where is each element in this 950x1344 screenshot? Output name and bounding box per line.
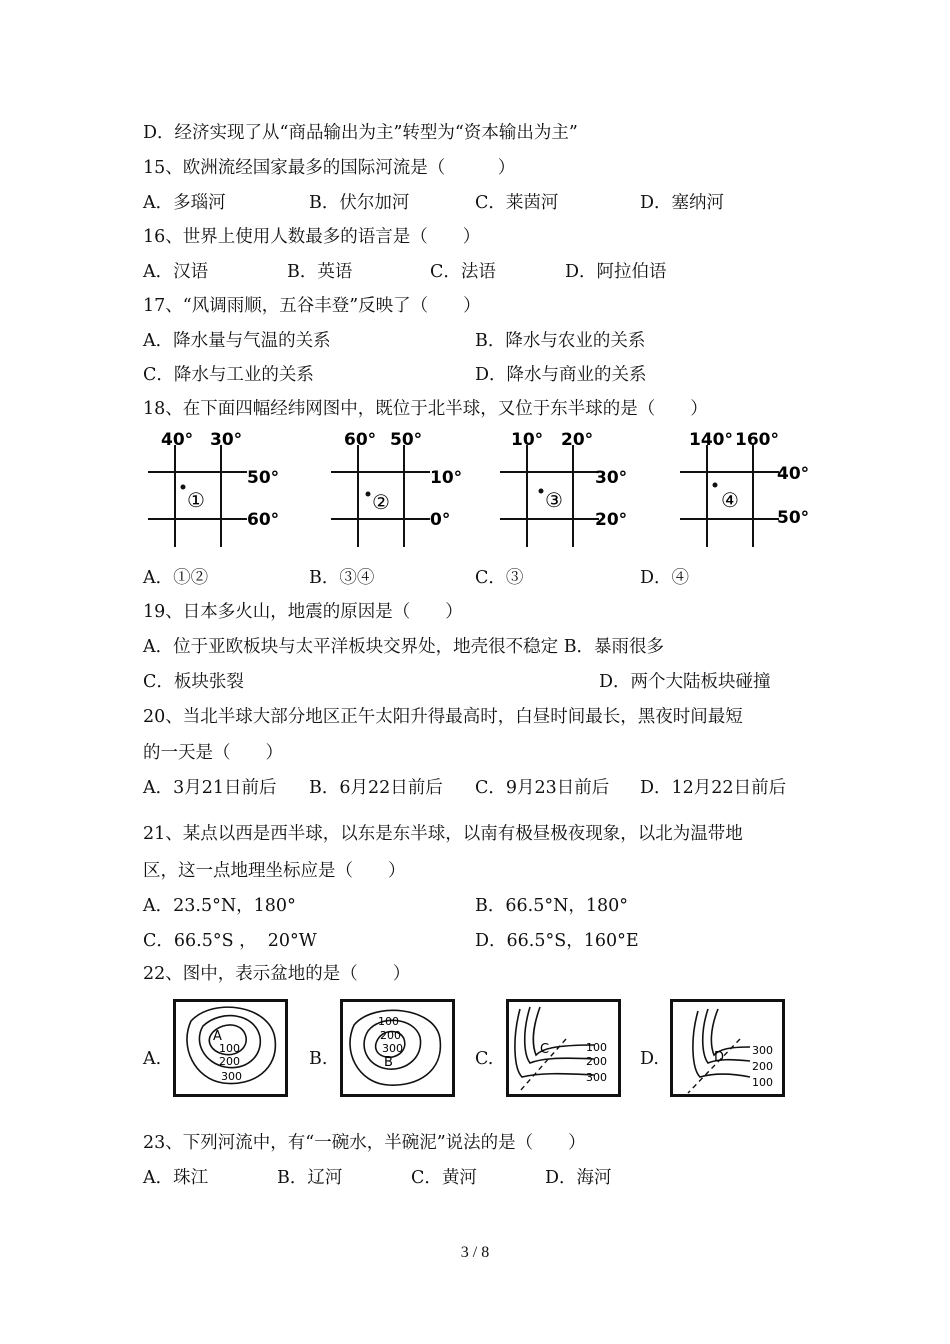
- grid-1-top-right: 30°: [210, 430, 243, 450]
- q21-option-a: A．23.5°N，180°: [143, 896, 296, 916]
- q20-stem-line2: 的一天是（ ）: [143, 743, 283, 763]
- grid-figure-2: [331, 430, 462, 547]
- grid-2-right-lower: 0°: [430, 510, 451, 530]
- q22-option-b-label: B.: [309, 1049, 328, 1069]
- contour-d-label-2: 200: [752, 1060, 773, 1073]
- q16-option-a: A．汉语: [143, 262, 209, 282]
- q18-grid-figures: [145, 425, 825, 559]
- q23-option-a: A．珠江: [143, 1168, 209, 1188]
- q15-stem: 15、欧洲流经国家最多的国际河流是（ ）: [143, 158, 516, 178]
- contour-a-label-3: 300: [221, 1070, 242, 1083]
- grid-2-top-left: 60°: [344, 430, 377, 450]
- q19-stem: 19、日本多火山，地震的原因是（ ）: [143, 602, 463, 622]
- grid-3-top-left: 10°: [511, 430, 544, 450]
- q18-option-d: D．④: [640, 568, 690, 588]
- contour-d-point: D: [714, 1050, 725, 1065]
- grid-1-top-left: 40°: [161, 430, 194, 450]
- contour-map-c: [506, 999, 621, 1101]
- contour-c-label-1: 100: [586, 1041, 607, 1054]
- grid-1-mark: ①: [187, 488, 205, 512]
- grid-4-right-lower: 50°: [777, 508, 810, 528]
- q22-option-d-label: D.: [640, 1049, 659, 1069]
- q22-option-a-label: A.: [143, 1049, 162, 1069]
- grid-figures-svg: [145, 425, 825, 555]
- q17-option-b: B．降水与农业的关系: [475, 331, 646, 351]
- q16-option-b: B．英语: [287, 262, 353, 282]
- q20-option-a: A．3月21日前后: [143, 778, 277, 798]
- q23-option-b: B．辽河: [277, 1168, 343, 1188]
- q23-option-d: D．海河: [545, 1168, 612, 1188]
- contour-b-label-2: 200: [380, 1029, 401, 1042]
- q19-option-d: D．两个大陆板块碰撞: [599, 672, 771, 692]
- contour-c-label-2: 200: [586, 1055, 607, 1068]
- q23-option-c: C．黄河: [411, 1168, 477, 1188]
- contour-a-label-2: 200: [219, 1055, 240, 1068]
- grid-1-right-upper: 50°: [247, 468, 280, 488]
- grid-4-top-left: 140°: [689, 430, 733, 450]
- q20-option-d: D．12月22日前后: [640, 778, 787, 798]
- q22-option-c-label: C.: [475, 1049, 494, 1069]
- q17-option-c: C．降水与工业的关系: [143, 365, 314, 385]
- q20-option-b: B．6月22日前后: [309, 778, 443, 798]
- q16-option-d: D．阿拉伯语: [565, 262, 667, 282]
- q17-option-a: A．降水量与气温的关系: [143, 331, 331, 351]
- contour-map-a: [173, 999, 288, 1101]
- q18-stem: 18、在下面四幅经纬网图中，既位于北半球，又位于东半球的是（ ）: [143, 399, 708, 419]
- q23-stem: 23、下列河流中，有“一碗水，半碗泥”说法的是（ ）: [143, 1133, 586, 1153]
- q21-option-c: C．66.5°S ， 20°W: [143, 931, 317, 951]
- grid-1-right-lower: 60°: [247, 510, 280, 530]
- q20-stem-line1: 20、当北半球大部分地区正午太阳升得最高时，白昼时间最长，黑夜时间最短: [143, 707, 743, 727]
- grid-3-mark: ③: [545, 488, 563, 512]
- q21-option-b: B．66.5°N，180°: [475, 896, 629, 916]
- grid-2-right-upper: 10°: [430, 468, 463, 488]
- contour-d-label-3: 100: [752, 1076, 773, 1089]
- q18-option-c: C．③: [475, 568, 524, 588]
- q18-option-b: B．③④: [309, 568, 375, 588]
- contour-b-label-3: 300: [382, 1042, 403, 1055]
- contour-d-label-1: 300: [752, 1044, 773, 1057]
- contour-a-point: A: [213, 1029, 222, 1044]
- q19-options-ab: A．位于亚欧板块与太平洋板块交界处，地壳很不稳定 B．暴雨很多: [143, 637, 665, 657]
- grid-4-top-right: 160°: [735, 430, 779, 450]
- q15-option-b: B．伏尔加河: [309, 193, 410, 213]
- q21-option-d: D．66.5°S，160°E: [475, 931, 639, 951]
- q20-option-c: C．9月23日前后: [475, 778, 610, 798]
- grid-figure-3: [500, 430, 627, 547]
- grid-figure-1: [148, 430, 279, 547]
- contour-c-point: C: [540, 1042, 550, 1057]
- contour-map-b: [340, 999, 455, 1101]
- q14-option-d: D．经济实现了从“商品输出为主”转型为“资本输出为主”: [143, 123, 578, 143]
- q18-option-a: A．①②: [143, 568, 209, 588]
- contour-map-d: [670, 999, 785, 1101]
- grid-3-top-right: 20°: [561, 430, 594, 450]
- q15-option-d: D．塞纳河: [640, 193, 725, 213]
- contour-b-point: B: [384, 1055, 393, 1070]
- grid-2-top-right: 50°: [390, 430, 423, 450]
- contour-a-label-1: 100: [219, 1042, 240, 1055]
- grid-figure-4: [680, 430, 809, 547]
- q21-stem-line2: 区，这一点地理坐标应是（ ）: [143, 861, 406, 881]
- grid-1-point: [181, 485, 186, 490]
- q17-option-d: D．降水与商业的关系: [475, 365, 647, 385]
- grid-3-right-lower: 20°: [595, 510, 628, 530]
- q15-option-a: A．多瑙河: [143, 193, 226, 213]
- q17-stem: 17、“风调雨顺，五谷丰登”反映了（ ）: [143, 296, 481, 316]
- grid-2-mark: ②: [372, 490, 390, 514]
- grid-3-right-upper: 30°: [595, 468, 628, 488]
- page-number: 3 / 8: [460, 1244, 490, 1261]
- q21-stem-line1: 21、某点以西是西半球，以东是东半球，以南有极昼极夜现象，以北为温带地: [143, 824, 743, 844]
- contour-b-label-1: 100: [378, 1015, 399, 1028]
- q16-option-c: C．法语: [430, 262, 496, 282]
- q22-stem: 22、图中，表示盆地的是（ ）: [143, 964, 411, 984]
- grid-2-point: [366, 492, 371, 497]
- grid-4-point: [713, 483, 718, 488]
- grid-3-point: [539, 489, 544, 494]
- grid-4-right-upper: 40°: [777, 464, 810, 484]
- grid-4-mark: ④: [721, 488, 739, 512]
- q15-option-c: C．莱茵河: [475, 193, 559, 213]
- q19-option-c: C．板块张裂: [143, 672, 244, 692]
- contour-c-label-3: 300: [586, 1071, 607, 1084]
- q16-stem: 16、世界上使用人数最多的语言是（ ）: [143, 227, 481, 247]
